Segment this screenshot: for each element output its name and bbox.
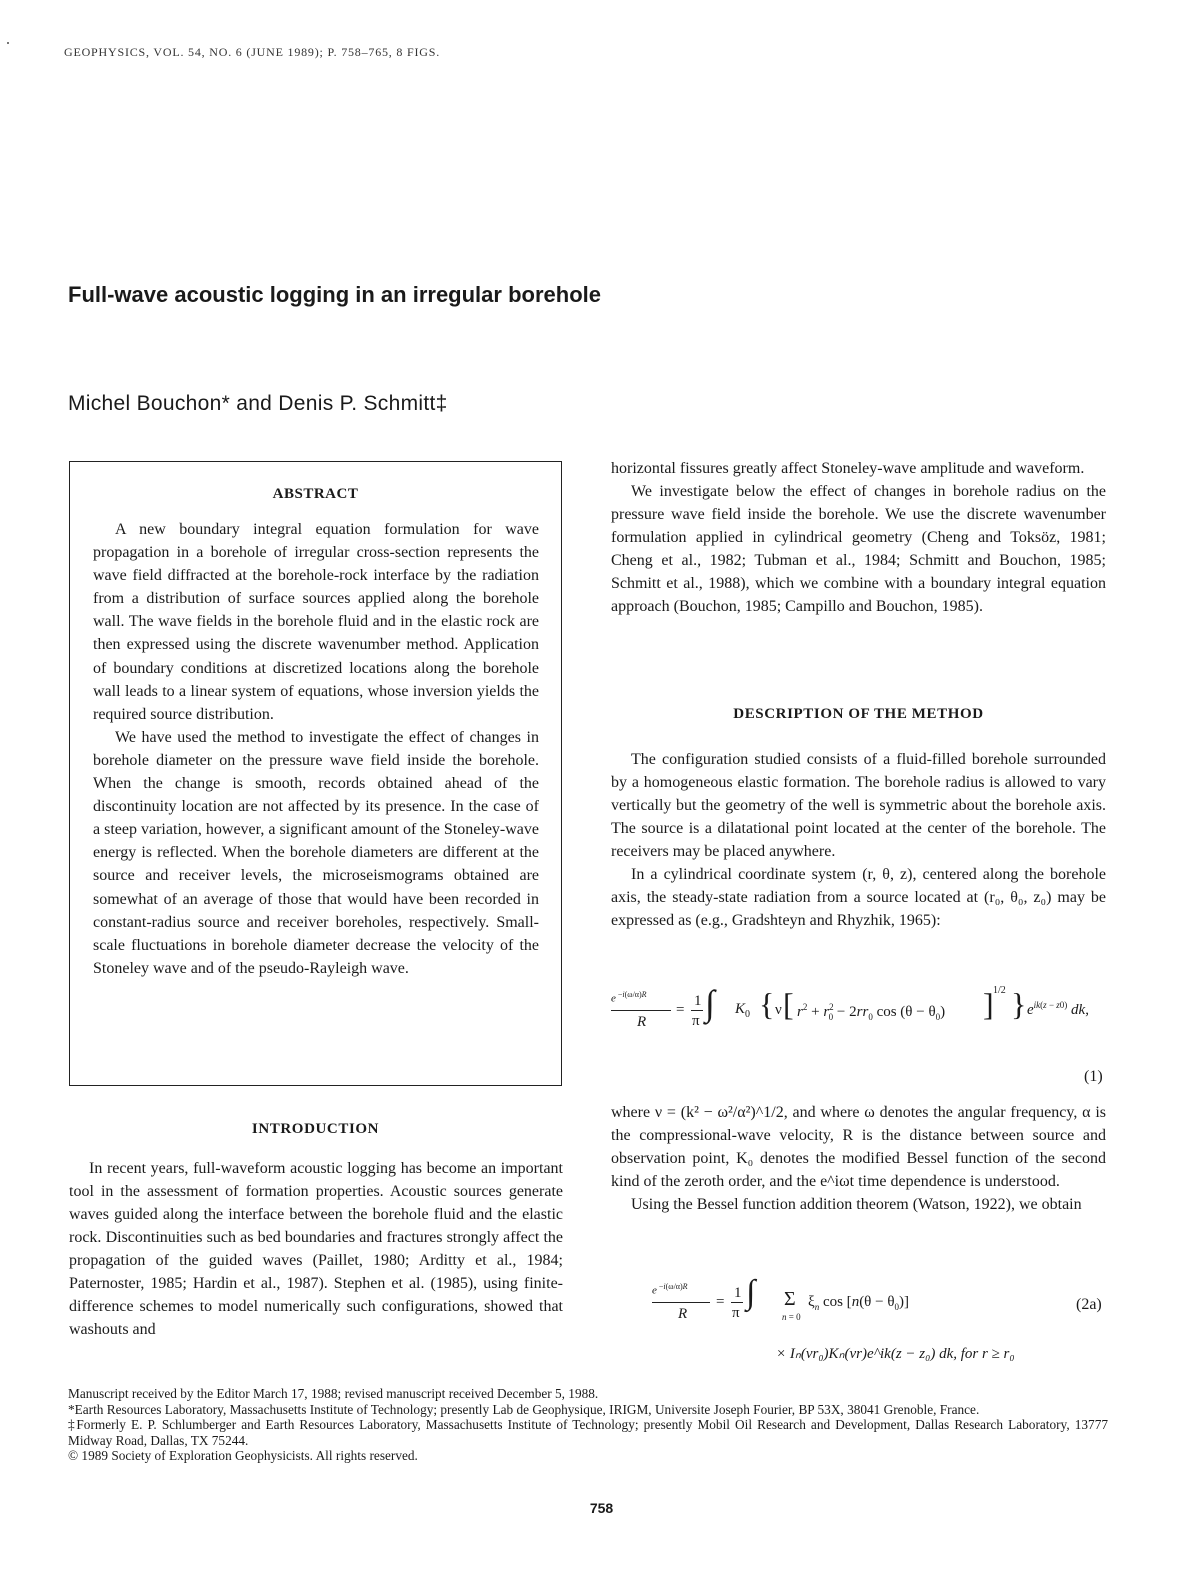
footnote-manuscript: Manuscript received by the Editor March 17, 1988; revised manuscript received December 5, 1988. xyxy=(68,1386,599,1401)
scan-speck xyxy=(7,42,9,44)
equation-2a-number: (2a) xyxy=(1076,1296,1102,1313)
abstract-paragraph: A new boundary integral equation formulation for wave propagation in a borehole of irregular cross-section represents the wave field diffracted at the borehole-rock interface by the radiation from a distribution of surface sources applied along the borehole wall. The wave fields in the borehole fluid and in the elastic rock are then expressed using the discrete wavenumber method. Application of boundary conditions at discretized locations along the borehole wall leads to a linear system of equations, whose inversion yields the required source distribution. xyxy=(93,521,539,723)
page-number: 758 xyxy=(589,1500,614,1516)
abstract-paragraph: We have used the method to investigate the effect of changes in borehole diameter on the pressure wave field inside the borehole. When the change is smooth, records obtained ahead of the discontinuity location are not affected by its presence. In the case of a steep variation, however, a significant amount of the Stoneley-wave energy is reflected. When the borehole diameters are different at the source and receiver levels, the microseismograms obtained are somewhat of an average of those that would have been recorded in constant-radius source and receiver boreholes, respectively. Small-scale fluctuations in borehole diameter decrease the velocity of the Stoneley wave and of the pseudo-Rayleigh wave. xyxy=(93,728,539,977)
footnotes xyxy=(68,1386,1108,1464)
footnote-copyright: © 1989 Society of Exploration Geophysicists. All rights reserved. xyxy=(68,1448,418,1464)
paragraph: The configuration studied consists of a fluid-filled borehole surrounded by a homogeneous elastic formation. The borehole radius is allowed to vary vertically but the geometry of the well is symmetric about the borehole axis. The source is a dilatational point located at the center of the borehole. The receivers may be placed anywhere. xyxy=(611,751,1106,860)
footnote-author-1: *Earth Resources Laboratory, Massachusetts Institute of Technology; presently Lab de Geophysique, IRIGM, Universite Joseph Fourier, BP 53X, 38041 Grenoble, France. xyxy=(68,1401,980,1417)
paragraph: where ν = (k² − ω²/α²)^1/2, and where ω denotes the angular frequency, α is the compressional-wave velocity, R is the distance between source and observation point, K₀ denotes the modified Bessel function of the second kind of the zeroth order, and the e^iωt time dependence is understood. xyxy=(611,1104,1106,1190)
method-body xyxy=(611,748,1106,932)
running-head: GEOPHYSICS, VOL. 54, NO. 6 (JUNE 1989); P. 758–765, 8 FIGS. xyxy=(64,45,441,59)
footnote-author-2: ‡Formerly E. P. Schlumberger and Earth Resources Laboratory, Massachusetts Institute of Technology; presently Mobil Oil Research and Development, Dallas Research Laboratory, 13777 Midway Road, Dallas, TX 75244. xyxy=(68,1417,1108,1448)
method-body-2 xyxy=(611,1101,1106,1216)
paragraph: Using the Bessel function addition theorem (Watson, 1922), we obtain xyxy=(631,1196,1082,1213)
introduction-heading: INTRODUCTION xyxy=(251,1121,380,1137)
method-heading: DESCRIPTION OF THE METHOD xyxy=(733,706,984,722)
equation-1-number: (1) xyxy=(1084,1068,1103,1085)
abstract-heading: ABSTRACT xyxy=(272,486,359,502)
paragraph-continued: horizontal fissures greatly affect Stoneley-wave amplitude and waveform. xyxy=(611,460,1085,477)
paragraph: In a cylindrical coordinate system (r, θ, z), centered along the borehole axis, the steady-state radiation from a source located at (r₀, θ₀, z₀) may be expressed as (e.g., Gradshteyn and Rhyzhik, 1965): xyxy=(611,866,1106,929)
introduction-paragraph: In recent years, full-waveform acoustic logging has become an important tool in the assessment of formation properties. Acoustic sources generate waves guided along the interface between the borehole fluid and the elastic rock. Discontinuities such as bed boundaries and fractures strongly affect the propagation of the guided waves (Paillet, 1980; Arditty et al., 1984; Paternoster, 1985; Hardin et al., 1987). Stephen et al. (1985), using finite-difference schemes to model numerically such configurations, showed that washouts and xyxy=(69,1160,563,1338)
equation-2a: e $^{-i(\omega/\alpha)R}$ R = 1 π ∫ Σ n = 0 $\xi_n$ $\cos [n(\theta - \theta_0)]$ xyxy=(652,1274,910,1322)
equation-2a-line-2: × Iₙ(νr₀)Kₙ(νr)e^ik(z − z₀) dk, for r ≥ r₀ xyxy=(776,1346,1015,1362)
article-title: Full-wave acoustic logging in an irregular borehole xyxy=(68,282,601,307)
equation-1: e $^{-i(\omega/\alpha)R}$ R = 1 π ∫ $K_0$ { ν [ $r^2 + r^2_0 - 2rr_0$ $\cos (\theta - \theta_0)$ ] 1/2 } $e^{ik(z - z0)}$ dk, xyxy=(611,983,1089,1030)
abstract-box xyxy=(69,461,562,1086)
introduction-body xyxy=(69,1157,563,1341)
author-line: Michel Bouchon* and Denis P. Schmitt‡ xyxy=(68,392,448,415)
right-column-top xyxy=(611,457,1106,618)
abstract-body xyxy=(93,518,539,980)
paragraph: We investigate below the effect of changes in borehole radius on the pressure wave field inside the borehole. We use the discrete wavenumber formulation applied in cylindrical geometry (Cheng and Toksöz, 1981; Cheng et al., 1982; Tubman et al., 1984; Schmitt and Bouchon, 1985; Schmitt et al., 1988), which we combine with a boundary integral equation approach (Bouchon, 1985; Campillo and Bouchon, 1985). xyxy=(611,483,1106,615)
